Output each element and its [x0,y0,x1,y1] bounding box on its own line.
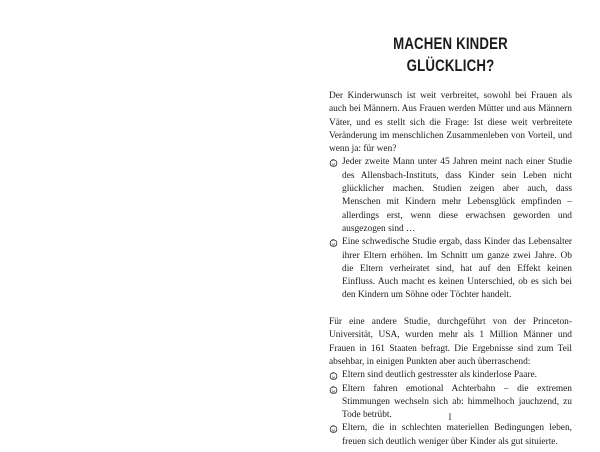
list-item-text: Eltern sind deutlich gestresster als kinderlose Paare. [342,370,537,381]
list-item [329,156,572,236]
right-page [300,0,600,452]
paragraph-spacer [329,303,572,316]
page-number: I [448,412,452,422]
study-paragraph: Für eine andere Studie, durchgeführt von der Princeton-Universität, USA, wurden mehr als 1 Million Männer und Frauen in 161 Staaten befragt. Die Ergebnisse sind zum Teil absehbar, in einigen Punkten aber auch überraschend: [329,317,572,367]
intro-paragraph: Der Kinderwunsch ist weit verbreitet, sowohl bei Frauen als auch bei Männern. Aus Frauen werden Mütter und aus Männern Väter, und es stellt sich die Frage: Ist diese weit verbreitete Veränderung im menschlichen Zusammenleben von Vorteil, und wenn ja: für wen? [329,91,572,155]
page-title: MACHEN KINDER GLÜCKLICH? [393,34,508,75]
baby-face-icon [329,372,338,380]
page-content [329,33,572,449]
list-item [329,369,572,382]
findings-list-2 [329,369,572,449]
baby-face-icon [329,239,338,247]
list-item-text: Jeder zweite Mann unter 45 Jahren meint nach einer Studie des Allensbach-Instituts, dass Kinder sein Leben nicht glücklicher machen. Studien zeigen aber auch, dass Menschen mit Kindern mehr Lebensglück empfinden – allerdings erst, wenn diese erwachsen geworden und ausgezogen sind … [342,157,572,234]
baby-face-icon [329,159,338,167]
list-item-text: Eine schwedische Studie ergab, dass Kinder das Lebensalter ihrer Eltern erhöhen. Im Schnitt um ganze zwei Jahre. Ob die Eltern verheiratet sind, hat auf den Effekt keinen Einfluss. Auch macht es keinen Unterschied, ob es sich bei den Kindern um Söhne oder Töchter handelt. [342,237,572,301]
findings-list-1 [329,156,572,302]
list-item [329,422,572,449]
baby-face-icon [329,386,338,394]
list-item-text: Eltern, die in schlechten materiellen Bedingungen leben, freuen sich deutlich weniger über Kinder als gut situierte. [342,423,572,447]
baby-face-icon [329,425,338,433]
list-item-text: Eltern fahren emotional Achterbahn – die extremen Stimmungen wechseln sich ab: himmelhoch jauchzend, zu Tode betrübt. [342,383,572,421]
list-item [329,236,572,302]
